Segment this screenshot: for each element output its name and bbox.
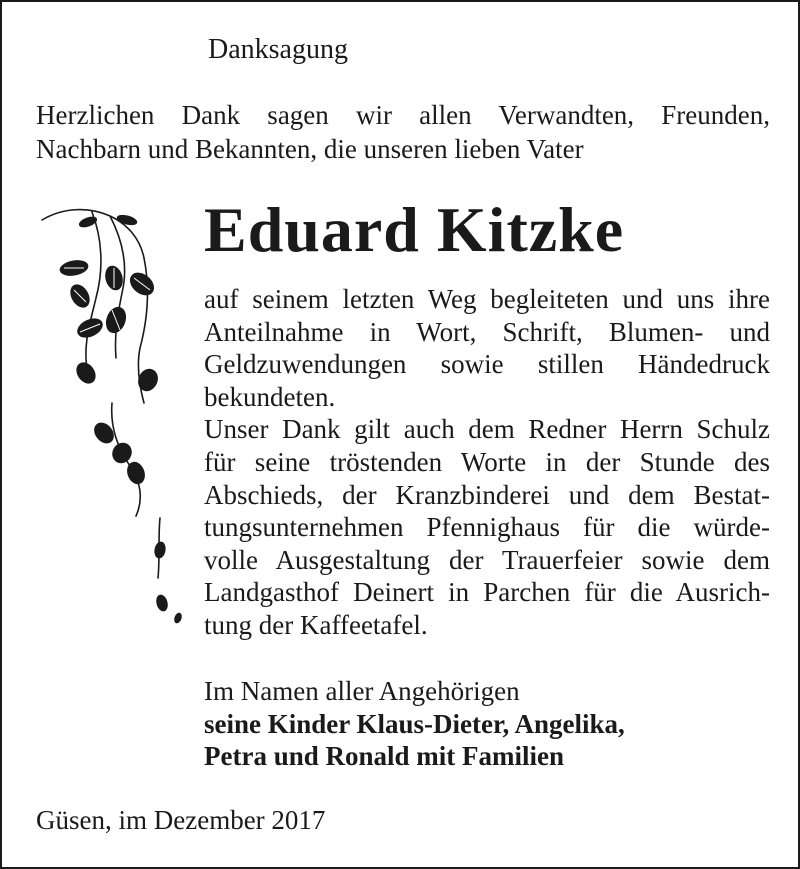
signature-line: Petra und Ronald mit Familien xyxy=(204,741,565,771)
notice-heading: Danksagung xyxy=(208,34,348,65)
body-line: bekundeten. xyxy=(204,381,336,412)
body-line: Abschieds, der Kranzbinderei und dem Bestat- xyxy=(204,479,770,510)
signature-block xyxy=(204,675,625,773)
body-line: tungsunternehmen Pfennighaus für die würde- xyxy=(204,512,770,543)
body-line: auf seinem letzten Weg begleiteten und uns ihre xyxy=(204,284,770,314)
body-line: volle Ausgestaltung der Trauerfeier sowie dem xyxy=(204,544,770,575)
body-line: tung der Kaffeetafel. xyxy=(204,609,428,640)
intro-line: Herzlichen Dank sagen wir allen Verwandten, Freunden, xyxy=(36,100,770,130)
intro-line: Nachbarn und Bekannten, die unseren lieben Vater xyxy=(36,134,584,164)
intro-text xyxy=(36,98,770,166)
body-line: Geldzuwendungen sowie stillen Händedruck xyxy=(204,349,770,380)
notice-body xyxy=(204,283,770,642)
body-line: für seine tröstenden Worte in der Stunde des xyxy=(204,446,770,477)
leaf-branch-icon xyxy=(32,198,202,638)
signature-line: seine Kinder Klaus-Dieter, Angelika, xyxy=(204,708,625,739)
signature-intro: Im Namen aller Angehörigen xyxy=(204,676,520,706)
body-line: Unser Dank gilt auch dem Redner Herrn Schulz xyxy=(204,414,770,445)
place-date: Güsen, im Dezember 2017 xyxy=(36,805,326,835)
deceased-name: Eduard Kitzke xyxy=(204,194,625,265)
body-line: Landgasthof Deinert in Parchen für die Ausrich- xyxy=(204,577,770,608)
body-line: Anteilnahme in Wort, Schrift, Blumen- und xyxy=(204,316,770,347)
